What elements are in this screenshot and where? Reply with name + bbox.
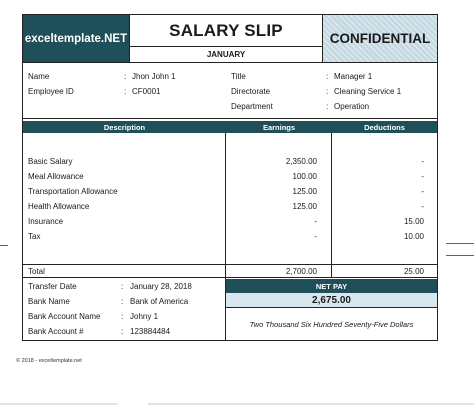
info-label: Employee ID <box>28 86 74 96</box>
payment-colon: : <box>121 326 124 336</box>
row-earnings: 125.00 <box>292 201 317 211</box>
payment-section <box>23 278 437 340</box>
payment-value: January 28, 2018 <box>130 281 192 291</box>
net-pay-label: NET PAY <box>226 279 437 293</box>
info-title <box>231 69 431 83</box>
info-value: Manager 1 <box>334 71 373 81</box>
info-value: Jhon John 1 <box>132 71 176 81</box>
info-label: Title <box>231 71 246 81</box>
info-colon: : <box>326 101 329 111</box>
title-box <box>129 15 323 62</box>
payment-label: Bank Account Name <box>28 311 101 321</box>
row-deductions: - <box>421 156 424 166</box>
row-deductions: 15.00 <box>403 216 424 226</box>
row-earnings: 100.00 <box>292 171 317 181</box>
page-title: SALARY SLIP <box>130 15 322 47</box>
total-earnings: 2,700.00 <box>285 267 317 276</box>
info-colon: : <box>124 86 127 96</box>
info-colon: : <box>124 71 127 81</box>
table-header <box>23 121 437 133</box>
info-label: Directorate <box>231 86 271 96</box>
payment-colon: : <box>121 281 124 291</box>
info-employee-id <box>28 84 218 98</box>
copyright-text: © 2018 - exceltemplate.net <box>16 358 82 364</box>
header-description: Description <box>103 122 146 132</box>
info-department <box>231 99 431 113</box>
info-directorate <box>231 84 431 98</box>
info-label: Name <box>28 71 50 81</box>
payment-account-name <box>23 309 223 323</box>
info-value: CF0001 <box>132 86 161 96</box>
row-deductions: 10.00 <box>403 231 424 241</box>
row-deductions: - <box>421 201 424 211</box>
header-earnings: Earnings <box>262 122 296 132</box>
table-row <box>23 154 437 168</box>
info-value: Operation <box>334 101 370 111</box>
info-label: Department <box>231 101 273 111</box>
payment-value: Bank of America <box>130 296 189 306</box>
payment-colon: : <box>121 311 124 321</box>
pay-month: JANUARY <box>206 50 246 59</box>
total-deductions: 25.00 <box>403 267 424 276</box>
salary-slip <box>22 14 438 341</box>
payment-label: Bank Account # <box>28 326 84 336</box>
total-label: Total <box>28 267 45 276</box>
row-earnings: - <box>314 216 317 226</box>
sheet-guide-line <box>0 245 8 246</box>
table-row <box>23 199 437 213</box>
total-row <box>23 264 437 278</box>
payment-account-number <box>23 324 223 338</box>
payment-label: Bank Name <box>28 296 70 306</box>
row-deductions: - <box>421 171 424 181</box>
row-description: Transportation Allowance <box>28 186 118 196</box>
info-name <box>28 69 218 83</box>
info-value: Cleaning Service 1 <box>334 86 402 96</box>
row-description: Insurance <box>28 216 64 226</box>
row-description: Tax <box>28 231 41 241</box>
net-pay-words: Two Thousand Six Hundred Seventy-Five Dollars <box>249 319 414 329</box>
row-earnings: 125.00 <box>292 186 317 196</box>
row-earnings: - <box>314 231 317 241</box>
payment-colon: : <box>121 296 124 306</box>
brand-logo: exceltemplate.NET <box>23 15 129 62</box>
table-row <box>23 229 437 243</box>
payment-value: 123884484 <box>130 326 171 336</box>
sheet-guide-line <box>446 243 474 244</box>
payment-transfer-date <box>23 279 223 293</box>
slip-header <box>23 15 437 63</box>
net-pay-amount: 2,675.00 <box>226 293 437 308</box>
row-earnings: 2,350.00 <box>285 156 317 166</box>
info-colon: : <box>326 71 329 81</box>
header-deductions: Deductions <box>364 122 405 132</box>
row-description: Health Allowance <box>28 201 90 211</box>
confidential-badge: CONFIDENTIAL <box>323 15 437 62</box>
table-row <box>23 169 437 183</box>
row-deductions: - <box>421 186 424 196</box>
payment-value: Johny 1 <box>130 311 159 321</box>
info-colon: : <box>326 86 329 96</box>
table-row <box>23 214 437 228</box>
table-body <box>23 133 437 265</box>
employee-info <box>23 63 437 119</box>
payment-bank-name <box>23 294 223 308</box>
table-row <box>23 184 437 198</box>
row-description: Meal Allowance <box>28 171 84 181</box>
payment-label: Transfer Date <box>28 281 77 291</box>
sheet-guide-line <box>446 255 474 256</box>
row-description: Basic Salary <box>28 156 73 166</box>
